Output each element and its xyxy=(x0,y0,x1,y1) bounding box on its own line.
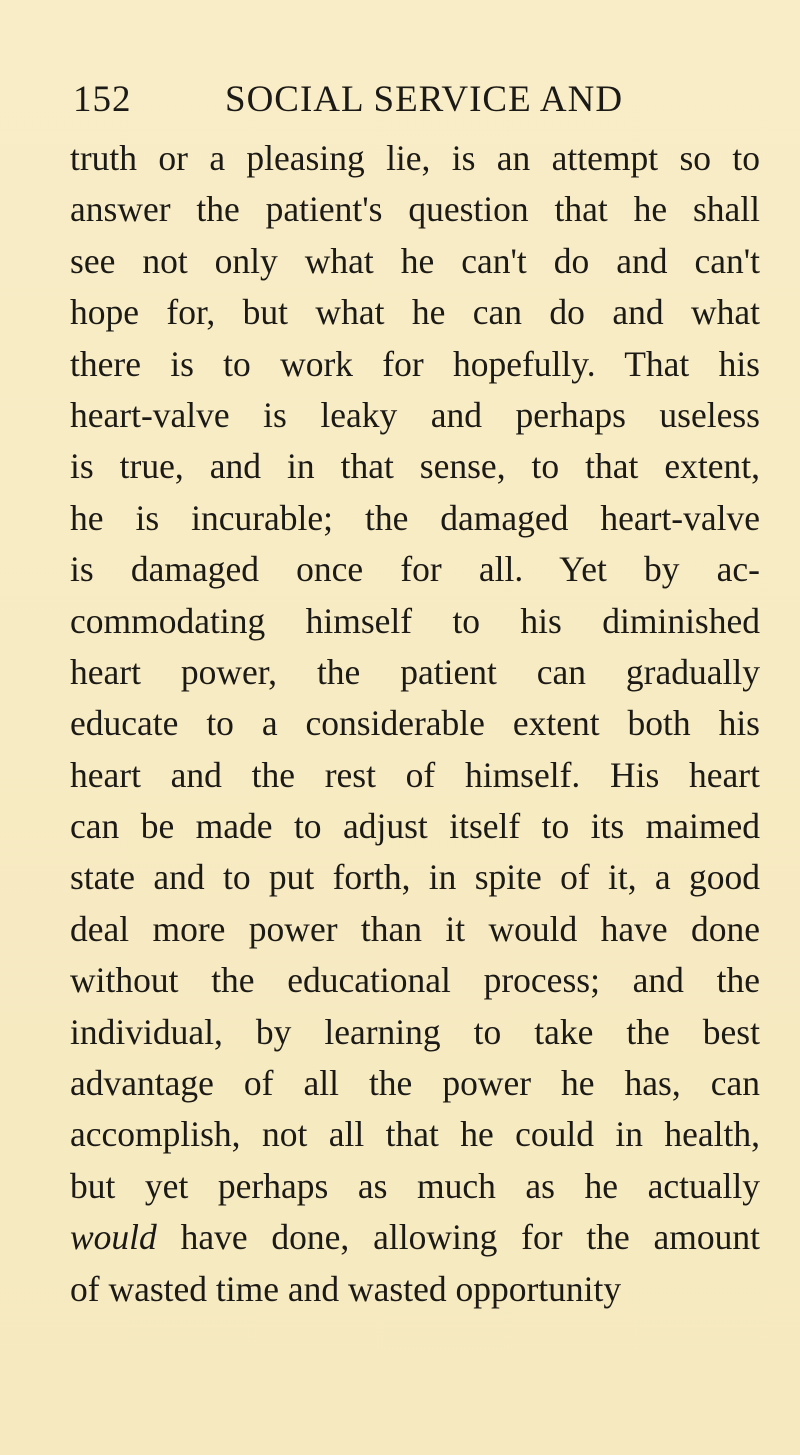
text-line: answer the patient's question that he shall xyxy=(70,189,760,230)
body-text xyxy=(70,133,760,1315)
text-line: commodating himself to his diminished xyxy=(70,600,760,641)
text-line: advantage of all the power he has, can xyxy=(70,1063,760,1104)
text-line: individual, by learning to take the best xyxy=(70,1011,760,1052)
running-title: SOCIAL SERVICE AND xyxy=(225,79,624,120)
text-line-with-italic xyxy=(70,1212,760,1263)
running-head xyxy=(73,76,733,124)
text-line: there is to work for hopefully. That his xyxy=(70,343,760,384)
text-line-last: of wasted time and wasted opportunity xyxy=(70,1268,622,1309)
text-line: heart and the rest of himself. His heart xyxy=(70,754,760,795)
text-line: but yet perhaps as much as he actually xyxy=(70,1165,760,1206)
page-number: 152 xyxy=(73,79,132,120)
text-line: truth or a pleasing lie, is an attempt so to xyxy=(70,138,760,178)
italic-word: would xyxy=(70,1217,157,1258)
text-line: heart power, the patient can gradually xyxy=(70,651,760,692)
text-line: is true, and in that sense, to that extent, xyxy=(70,446,760,487)
text-line: see not only what he can't do and can't xyxy=(70,240,760,281)
text-line: heart-valve is leaky and perhaps useless xyxy=(70,394,760,435)
text-line: hope for, but what he can do and what xyxy=(70,292,760,333)
line-remainder: have done, allowing for the amount xyxy=(156,1217,760,1258)
text-line: can be made to adjust itself to its maimed xyxy=(70,806,760,847)
text-line: state and to put forth, in spite of it, a good xyxy=(70,857,760,898)
text-line: is damaged once for all. Yet by ac- xyxy=(70,549,760,590)
text-line: accomplish, not all that he could in health, xyxy=(70,1114,760,1155)
text-line: educate to a considerable extent both his xyxy=(70,703,760,744)
text-line: deal more power than it would have done xyxy=(70,908,760,949)
text-line: without the educational process; and the xyxy=(70,960,760,1001)
text-line: he is incurable; the damaged heart-valve xyxy=(70,497,760,538)
